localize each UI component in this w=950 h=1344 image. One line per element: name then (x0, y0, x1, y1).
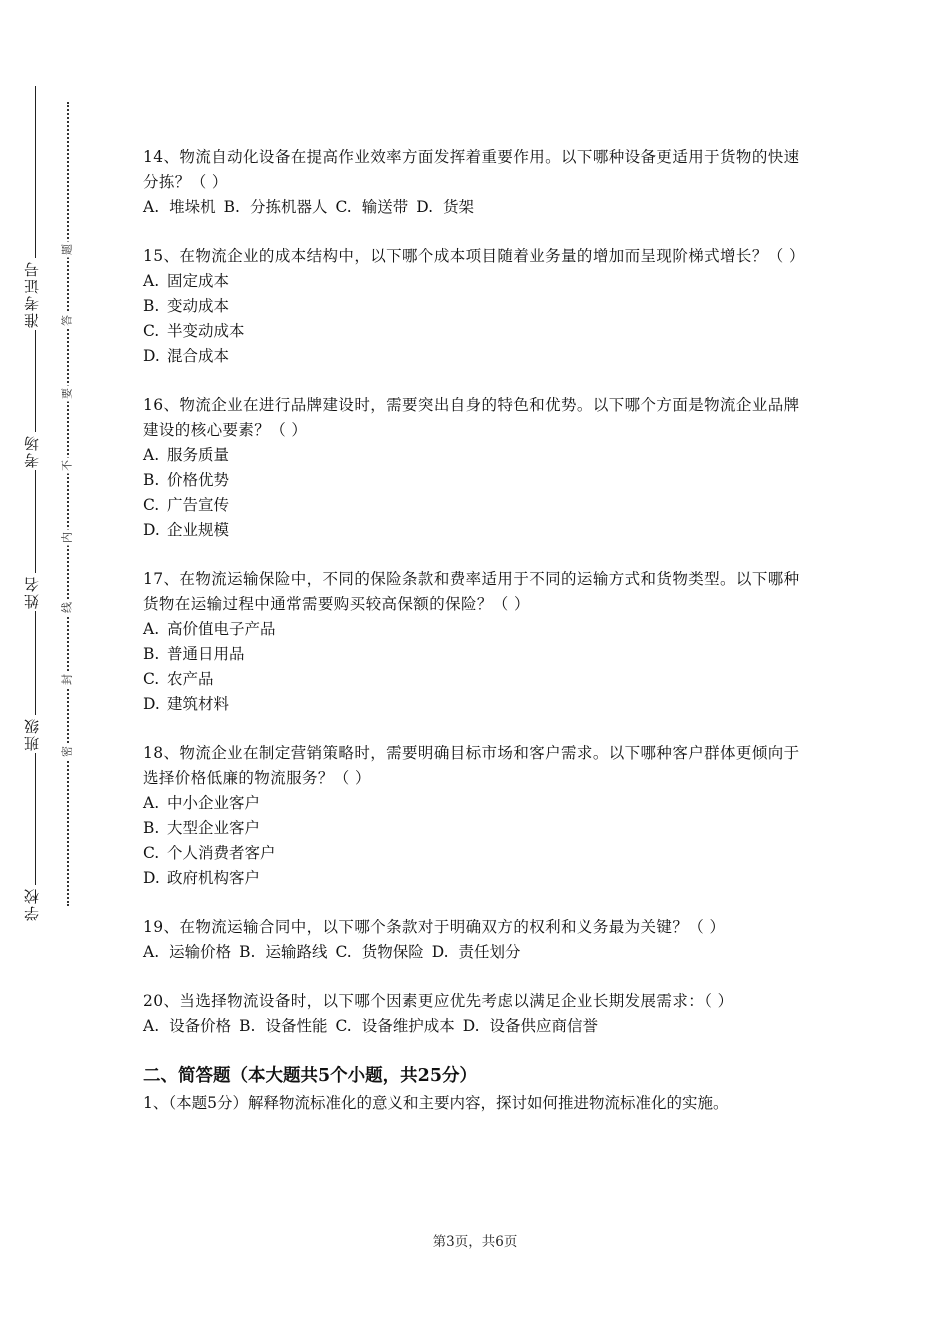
option (143, 667, 815, 692)
option-text: 运输路线 (265, 943, 328, 961)
option-text: 混合成本 (167, 347, 230, 365)
option (143, 791, 815, 816)
option-text: 输送带 (361, 198, 409, 216)
seal-char: 内 (61, 530, 74, 546)
options-row (143, 940, 815, 965)
option (143, 443, 815, 468)
option (143, 294, 815, 319)
exam-number-label: 准考证号 (24, 258, 48, 330)
option (224, 198, 328, 216)
question-stem: 20、当选择物流设备时，以下哪个因素更应优先考虑以满足企业长期发展需求：（ ） (143, 992, 734, 1010)
option-text: 服务质量 (167, 446, 230, 464)
question-block (143, 244, 815, 369)
option-text: 货物保险 (361, 943, 424, 961)
question-block (143, 145, 815, 220)
option-letter: C. (143, 670, 160, 688)
option (143, 319, 815, 344)
option-text: 设备供应商信誉 (489, 1017, 599, 1035)
options-row (143, 1014, 815, 1039)
option-text: 个人消费者客户 (167, 844, 276, 862)
option-letter: B. (143, 471, 160, 489)
option-text: 变动成本 (167, 297, 230, 315)
question-block (143, 567, 815, 717)
name-label: 姓名 (24, 573, 48, 611)
option-letter: B. (143, 297, 160, 315)
option-letter: A. (143, 1017, 160, 1035)
option (143, 344, 815, 369)
option-letter: D. (431, 943, 449, 961)
option (239, 943, 327, 961)
option-letter: B. (239, 943, 256, 961)
question-stem: 15、在物流企业的成本结构中，以下哪个成本项目随着业务量的增加而呈现阶梯式增长？（ ） (143, 247, 805, 265)
option-letter: A. (143, 446, 160, 464)
seal-char: 封 (61, 672, 74, 688)
short-answer-item: 1、（本题5分）解释物流标准化的意义和主要内容，探讨如何推进物流标准化的实施。 (143, 1094, 729, 1112)
exam-room-label: 考场 (24, 432, 48, 470)
question-stem: 19、在物流运输合同中，以下哪个条款对于明确双方的权利和义务最为关键？（ ） (143, 918, 726, 936)
option-letter: D. (143, 347, 160, 365)
seal-char: 线 (61, 600, 74, 616)
option-letter: B. (239, 1017, 256, 1035)
question-stem: 16、物流企业在进行品牌建设时，需要突出自身的特色和优势。以下哪个方面是物流企业品牌建设的核心要素？（ ） (143, 396, 800, 439)
option (143, 943, 231, 961)
option-text: 广告宣传 (167, 496, 230, 514)
option (335, 198, 408, 216)
option (432, 943, 521, 961)
option-letter: A. (143, 198, 160, 216)
option (143, 493, 815, 518)
option-letter: C. (335, 1017, 352, 1035)
option-letter: D. (416, 198, 434, 216)
option (335, 943, 423, 961)
option (143, 816, 815, 841)
option-letter: B. (143, 645, 160, 663)
option (143, 866, 815, 891)
seal-char: 答 (61, 313, 74, 329)
option-letter: C. (143, 322, 160, 340)
option (143, 518, 815, 543)
option-letter: B. (143, 819, 160, 837)
option-text: 分拣机器人 (249, 198, 328, 216)
option-letter: A. (143, 794, 160, 812)
seal-char: 题 (61, 242, 74, 258)
option (143, 617, 815, 642)
option (239, 1017, 327, 1035)
option-text: 设备维护成本 (361, 1017, 455, 1035)
option (335, 1017, 454, 1035)
option-text: 建筑材料 (167, 695, 230, 713)
option-text: 堆垛机 (169, 198, 216, 216)
question-block (143, 393, 815, 543)
option-letter: C. (143, 844, 160, 862)
option-letter: C. (335, 198, 352, 216)
binding-margin (0, 0, 110, 1344)
seal-char: 密 (61, 744, 74, 760)
question-block (143, 915, 815, 965)
question-list (143, 145, 815, 1039)
question-stem: 18、物流企业在制定营销策略时，需要明确目标市场和客户需求。以下哪种客户群体更倾向于选择价格低廉的物流服务？（ ） (143, 744, 800, 787)
option-text: 运输价格 (169, 943, 232, 961)
option (143, 1017, 231, 1035)
option-text: 责任划分 (458, 943, 521, 961)
question-stem: 17、在物流运输保险中，不同的保险条款和费率适用于不同的运输方式和货物类型。以下哪种货物在运输过程中通常需要购买较高保额的保险？（ ） (143, 570, 800, 613)
option-letter: C. (335, 943, 352, 961)
binding-solid-line (35, 86, 36, 896)
option (463, 1017, 598, 1035)
option-text: 设备性能 (265, 1017, 328, 1035)
option-letter: D. (462, 1017, 480, 1035)
question-block (143, 741, 815, 891)
option-letter: A. (143, 620, 160, 638)
option-text: 政府机构客户 (167, 869, 261, 887)
class-label: 班级 (24, 715, 48, 753)
option (143, 841, 815, 866)
option-text: 高价值电子产品 (167, 620, 276, 638)
option-text: 中小企业客户 (167, 794, 261, 812)
school-label: 学校 (24, 885, 48, 923)
option (143, 198, 216, 216)
option-text: 企业规模 (167, 521, 230, 539)
option-letter: A. (143, 943, 160, 961)
question-stem: 14、物流自动化设备在提高作业效率方面发挥着重要作用。以下哪种设备更适用于货物的快速分拣？（ ） (143, 148, 800, 191)
option (143, 468, 815, 493)
exam-content (143, 145, 815, 1116)
option-letter: D. (143, 521, 160, 539)
option-text: 固定成本 (167, 272, 230, 290)
option (143, 269, 815, 294)
options-row (143, 195, 815, 220)
question-block (143, 989, 815, 1039)
option-text: 半变动成本 (167, 322, 245, 340)
page-number: 第3页，共6页 (432, 1234, 518, 1250)
option-letter: C. (143, 496, 160, 514)
option-letter: A. (143, 272, 160, 290)
section-title: 二、简答题（本大题共5个小题，共25分） (143, 1066, 478, 1086)
option (416, 198, 474, 216)
option-text: 农产品 (167, 670, 214, 688)
option-text: 设备价格 (169, 1017, 232, 1035)
option-text: 货架 (443, 198, 475, 216)
option-letter: B. (223, 198, 240, 216)
option (143, 692, 815, 717)
option-letter: D. (143, 869, 160, 887)
option-letter: D. (143, 695, 160, 713)
option-text: 价格优势 (167, 471, 230, 489)
option (143, 642, 815, 667)
option-text: 普通日用品 (167, 645, 245, 663)
option-text: 大型企业客户 (167, 819, 261, 837)
seal-char: 不 (61, 458, 74, 474)
seal-char: 要 (61, 386, 74, 402)
seal-dotted-line (67, 102, 69, 906)
